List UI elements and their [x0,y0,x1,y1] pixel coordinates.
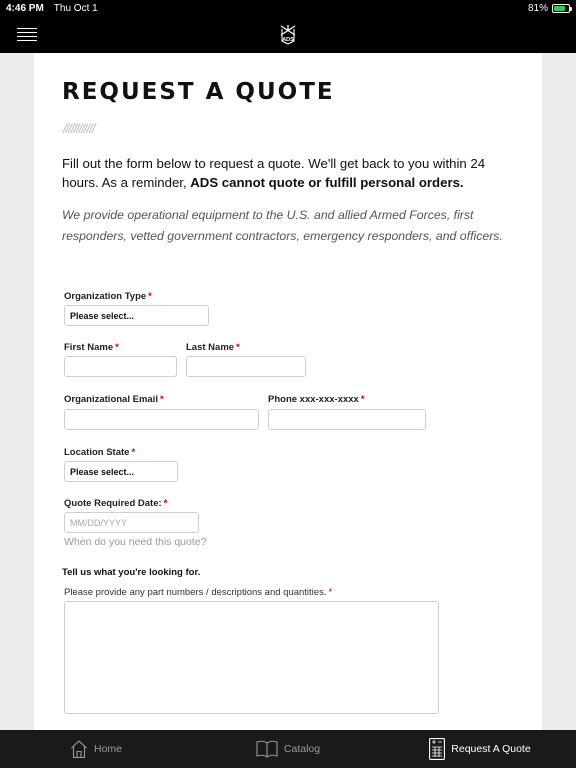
tab-home-label: Home [93,743,122,755]
house-icon [70,739,88,759]
last-name-label: Last Name * [186,342,240,353]
hamburger-menu-icon[interactable] [17,28,37,42]
title-divider: //////////// [63,121,95,136]
email-input[interactable] [64,409,259,430]
quote-date-label: Quote Required Date: * [64,498,168,509]
details-label: Please provide any part numbers / descriptions and quantities. * [64,587,333,598]
org-type-label: Organization Type * [64,291,152,302]
book-icon [256,740,278,758]
battery-icon [552,4,570,13]
quote-date-input[interactable]: MM/DD/YYYY [64,512,199,533]
status-bar [0,0,576,16]
last-name-input[interactable] [186,356,306,377]
battery-percent: 81% [527,2,548,14]
status-date: Thu Oct 1 [53,2,98,14]
details-textarea[interactable] [64,601,439,714]
calculator-icon [429,738,445,760]
intro-bold: ADS cannot quote or fulfill personal orders. [190,175,464,190]
state-select[interactable]: Please select... [64,461,178,482]
logo-text: ADS [282,37,294,43]
phone-label: Phone xxx-xxx-xxxx * [268,394,365,405]
first-name-label: First Name * [64,342,119,353]
disclaimer-text: We provide operational equipment to the U.S. and allied Armed Forces, first responders, vetted government contractors, emergency responders, and officers. [62,208,503,243]
app-header [0,16,576,53]
first-name-input[interactable] [64,356,177,377]
tab-catalog-label: Catalog [283,743,321,755]
state-label: Location State * [64,447,136,458]
page-title: REQUEST A QUOTE [62,79,335,105]
org-type-select[interactable]: Please select... [64,305,209,326]
details-heading: Tell us what you're looking for. [62,567,201,578]
intro-plain: Fill out the form below to request a quote. We'll get back to you within 24 hours. As a reminder, [62,156,486,190]
tab-request-quote-label: Request A Quote [451,743,531,755]
status-time: 4:46 PM [6,2,44,14]
phone-input[interactable] [268,409,426,430]
intro-text [62,154,517,192]
quote-form-card [34,53,542,730]
quote-date-hint: When do you need this quote? [64,536,207,548]
tab-bar [0,730,576,768]
tab-home[interactable] [0,730,192,768]
ads-logo[interactable] [279,25,297,45]
tab-request-quote[interactable] [384,730,576,768]
tab-catalog[interactable] [192,730,384,768]
email-label: Organizational Email * [64,394,164,405]
